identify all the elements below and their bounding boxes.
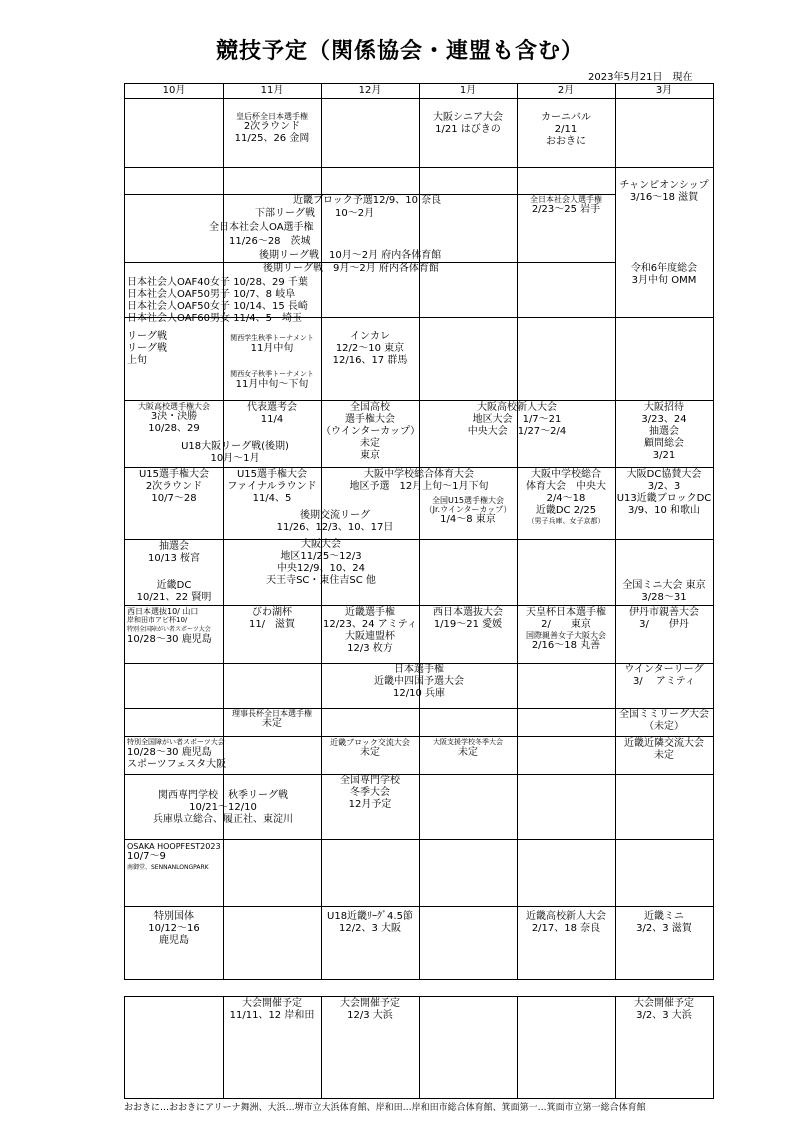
event-detail: 近畿ブロック予選12/9、10 奈良 [293,195,442,206]
event-title: 近畿DC [156,580,192,591]
event-detail: 日本社会人OAF50女子 10/14、15 長崎 [127,301,308,312]
event-title: 令和6年度総会 [630,263,698,274]
event-title: 大会開催予定 [340,998,400,1009]
event-title: U18近畿ﾘｰｸﾞ4.5節 [327,911,413,922]
event-detail: （ウインターカップ） [321,426,421,437]
event-title: 西日本選抜10/ 山口 [127,607,199,616]
month-header-dec: 12月 [358,85,382,96]
event-detail: 3/21 [652,450,676,461]
event-detail: 国際親善女子大阪大会 [526,631,606,640]
event-detail: 12/16、17 群馬 [332,355,408,366]
event-detail: 3/ 伊丹 [639,619,689,630]
event-detail: 地区11/25～12/3 [280,551,362,562]
event-title: 関西学生秋季トーナメント [230,334,314,342]
month-header-mar: 3月 [655,85,673,96]
event-title: 大阪高校選手権大会 [138,402,210,411]
event-title: 特別全国障がい者スポーツ大会 [127,738,225,746]
month-header-oct: 10月 [162,85,186,96]
event-title: 大阪中学校総合体育大会 [364,469,474,480]
event-detail: 東京 [360,450,380,461]
event-title: チャンピオンシップ [619,180,709,191]
event-detail: 下部リーグ戦 10～2月 [255,208,375,219]
event-detail: 3/16～18 滋賀 [629,192,699,203]
event-detail: 未定 [262,718,282,729]
event-detail: 冬季大会 [350,787,390,798]
event-title: 全国ミミリーグ大会 [619,709,709,720]
event-detail: 地区予選 12月上旬～1月下旬 [349,481,489,492]
event-detail: 1/21 はびきの [435,124,501,135]
event-detail: 未定 [360,438,380,449]
event-title: 大阪高校新人大会 [477,402,557,413]
event-title: 日本選手権 [394,664,444,675]
event-detail: 11月中旬～下旬 [235,379,309,390]
event-detail: 12月予定 [348,799,392,810]
event-detail: 日本社会人OAF40女子 10/28、29 千葉 [127,277,308,288]
event-title: 皇后杯全日本選手権 [236,112,308,121]
event-detail: 天王寺SC・東住吉SC 他 [266,575,376,586]
event-detail: 10/13 桜宮 [148,553,200,564]
event-title: 後期交流リーグ [300,510,370,521]
event-detail: 鹿児島 [159,935,189,946]
event-detail: リーグ戦 [127,343,167,354]
event-title: インカレ [350,331,390,342]
event-detail: 11/4 [260,414,284,425]
event-title: 近畿近隣交流大会 [624,738,704,749]
event-title: リーグ戦 [127,331,167,342]
event-title: 抽選会 [159,541,189,552]
as-of-date: 2023年5月21日 現在 [588,72,693,83]
event-detail: 中央12/9、10、24 [277,563,365,574]
event-title: 理事長杯全日本選手権 [232,709,312,718]
event-detail: （未定） [644,721,684,732]
event-detail: 2/11 [554,124,578,135]
event-title: 大会開催予定 [242,998,302,1009]
event-detail: 上旬 [127,355,147,366]
event-detail: 12/2、3 大阪 [339,923,401,934]
event-detail: 10/28～30 鹿児島 [127,747,212,758]
event-detail: 11/26、12/3、10、17日 [276,522,394,533]
event-detail: 3/ アミティ [632,676,696,687]
event-title: 関西専門学校 秋季リーグ戦 [158,790,288,801]
event-title: 天皇杯日本選手権 [526,607,606,618]
event-detail: 3/9、10 和歌山 [628,505,700,516]
event-title: 代表選考会 [247,402,297,413]
event-title: 大阪シニア大会 [433,112,503,123]
month-header-nov: 11月 [260,85,284,96]
event-detail: 12/10 兵庫 [393,688,445,699]
event-detail: 日本社会人OAF50男子 10/7、8 岐阜 [127,289,296,300]
event-detail: 未定 [458,747,478,758]
event-detail: おおきに [546,136,586,147]
event-detail: 2/17、18 奈良 [531,923,601,934]
event-detail: 2次ラウンド [145,481,203,492]
event-detail: 12/2～10 東京 [335,343,405,354]
event-detail: 3決・決勝 [150,411,198,422]
event-detail: （Jr.ウインターカップ） [424,505,512,514]
event-detail: 3/2、3 [647,481,681,492]
event-detail: 3/2、3 滋賀 [636,923,692,934]
event-detail: 2/ 東京 [541,619,591,630]
event-title: U15選手権大会 [138,469,210,480]
event-title: 大阪大会 [301,539,341,550]
event-title: 大会開催予定 [634,998,694,1009]
event-detail: 未定 [360,747,380,758]
month-header-feb: 2月 [557,85,575,96]
event-detail: 11/25、26 金岡 [234,133,310,144]
event-detail: 抽選会 [649,426,679,437]
event-detail: 10/7～28 [151,493,197,504]
event-detail: 12/3 枚方 [347,643,393,654]
event-title: OSAKA HOOPFEST2023 [127,842,221,851]
event-detail: 後期リーグ戦 10月～2月 府内各体育館 [259,250,442,261]
event-detail: 2/16～18 丸善 [531,640,601,651]
event-detail: 11月中旬 [250,343,294,354]
event-title: 全日本社会人OA選手権 [209,222,314,233]
schedule-grid [124,83,714,980]
event-title: 全国ミニ大会 東京 [622,580,706,591]
event-detail: 11/4、5 [252,493,292,504]
event-title: U15選手権大会 [236,469,308,480]
event-title: 大阪支援学校冬季大会 [433,738,503,746]
event-title: 全国高校 [350,402,390,413]
event-title: 伊丹市親善大会 [629,607,699,618]
event-title: 西日本選抜大会 [433,607,503,618]
event-detail: 2/4～18 [546,493,586,504]
venue-legend: おおきに…おおきにアリーナ舞洲、大浜…堺市立大浜体育館、岸和田…岸和田市総合体育館、箕面第一…箕面市立第一総合体育館 [124,1103,646,1113]
event-detail: 10/7～9 [127,851,166,862]
event-title: 特別国体 [154,911,194,922]
event-title: 近畿ブロック交流大会 [330,738,410,747]
event-title: 近畿選手権 [345,607,395,618]
event-detail: U13近畿ブロックDC [616,493,712,504]
venue-schedule-grid [124,996,714,1099]
event-detail: 1/19～21 愛媛 [433,619,503,630]
event-detail: 2/23～25 岩手 [531,204,601,215]
event-detail: 10/28、29 [148,423,200,434]
event-title: 全国専門学校 [340,775,400,786]
event-detail: 11/26～28 茨城 [229,236,311,247]
event-detail: 11/11、12 岸和田 [229,1010,315,1021]
event-detail: 10/12～16 [148,923,200,934]
event-title: カーニバル [541,112,591,123]
event-detail: 後期リーグ戦 9月～2月 府内各体育館 [263,263,439,274]
event-detail: 12/23、24 アミティ [323,619,417,630]
event-title: U18大阪リーグ戦(後期) [181,441,289,452]
event-detail: スポーツフェスタ大阪 [127,759,227,770]
event-title: 全日本社会人選手権 [530,195,602,204]
event-detail: 体育大会 中央大 [526,481,606,492]
event-detail: 1/4～8 東京 [440,514,496,525]
event-detail: 岸和田市アビ杯10/ [127,616,188,624]
event-detail: 地区大会 1/7～21 [472,414,562,425]
event-title: 近畿ミニ [644,911,684,922]
event-detail: 日本社会人OAF60男女 11/4、5 埼玉 [127,313,303,324]
event-title: 近畿高校新人大会 [526,911,606,922]
event-title: 関西女子秋季トーナメント [230,370,314,378]
month-header-jan: 1月 [459,85,477,96]
event-title: 全国U15選手権大会 [431,496,505,505]
event-detail: 近畿DC 2/25 [535,505,597,516]
event-detail: 2次ラウンド [243,121,301,132]
event-detail: 近畿中四国予選大会 [374,676,464,687]
event-detail: 兵庫県立総合、履正社、東淀川 [153,814,293,825]
event-detail: 選手権大会 [345,414,395,425]
event-detail: 10/28～30 鹿児島 [127,634,212,645]
page-title: 競技予定（関係協会・連盟も含む） [215,39,584,64]
event-title: 大阪招待 [644,402,684,413]
event-detail: 顧問総会 [644,438,684,449]
event-detail: 南御堂、SENNANLONGPARK [127,864,209,871]
event-detail: 特別全国障がい者スポーツ大会 [127,626,211,633]
event-title: 大阪DC協賛大会 [626,469,702,480]
event-title: ウインターリーグ [624,664,704,675]
event-detail: 3/2、3 大浜 [636,1010,692,1021]
event-detail: 3/23、24 [641,414,687,425]
event-detail: 10/21、22 賢明 [136,592,212,603]
event-detail: 3/28～31 [641,592,687,603]
event-detail: （男子兵庫、女子京都） [527,517,605,525]
event-detail: 3月中旬 OMM [631,275,697,286]
event-title: 大阪中学校総合 [531,469,601,480]
event-detail: 10月～1月 [210,453,260,464]
event-title: びわ湖杯 [252,607,292,618]
event-detail: ファイナルラウンド [227,481,317,492]
event-detail: 12/3 大浜 [347,1010,393,1021]
event-detail: 10/21～12/10 [189,802,257,813]
event-detail: 未定 [654,750,674,761]
event-detail: 中央大会 1/27～2/4 [467,426,567,437]
event-detail: 11/ 滋賀 [248,619,296,630]
event-detail: 大阪連盟杯 [345,631,395,642]
